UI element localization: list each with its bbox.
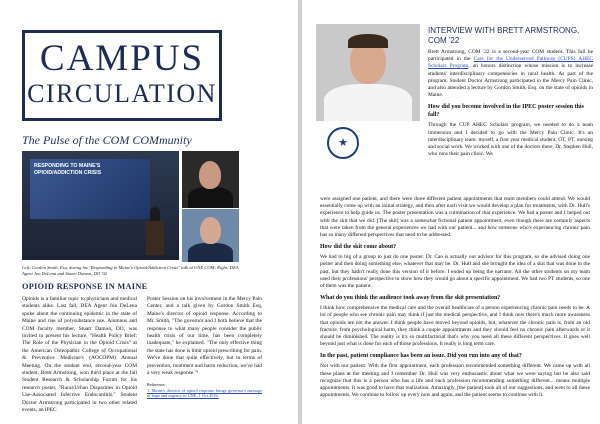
screen-text: RESPONDING TO MAINE'S OPIOID/ADDICTION CRISIS [34,163,102,176]
reference-link[interactable]: 1. Maine's director of opioid response brings governor's message of hope and urgency to UNE. 1 Oct 2019. [147,387,262,398]
answer-1-rest: were assigned one patient, and there were three different patient appointments that team members could attend. We would essentially come up with an initial strategy, and then after each visit we would develop a plan for treatments, with Dr. Hull's experience to help guide us. The poster presentation was a culmination of that experience. We had a poster and I helped out with the skit that we did. [The skit] was a somewhat fictional patient appointment, even though there are certainly aspects that were taken from the general experiences we had with our patient... and how someone who's experiencing chronic pain has so many different perspectives that need to be addressed. [320,196,590,239]
question-4: In the past, patient compliance has been an issue. Did you run into any of that? [320,353,522,360]
answer-1-top: Through the CUP AHEC Scholars program, we needed to do a team immersion and I decided to go with the Mercy Pain Clinic. It's an interdisciplinary team: myself, a first year medical student, OT, PT, nursing and social work. We worked with one of the doctors there, Dr. Stephen Hull, who runs their pain clinic. We [428,122,593,158]
newsletter-page-1 [0,0,298,424]
une-seal-icon: ★ [327,127,359,159]
masthead-circulation: CIRCULATION [27,79,217,108]
masthead-campus: CAMPUS [39,38,205,79]
answer-3: I think how comprehensive the medical care and the overall healthcare of a person experiencing chronic pain needs to be. A lot of people who see chronic pain may think if just the medical perspective, and I think now there's much more awareness that opioids are not the answer. I think people have moved beyond opioids, but, whatever the chronic pain is, from an old fracture, from psychological harm, they think a couple appointments and they should feel no chronic pain afterwards or it should be diminished. The reality is it's so multifactorial that's why you need all these different perspectives. It goes well beyond just what is done for each of those professions. It really is long term care. [320,305,590,348]
lecture-photo [22,151,179,260]
article-column-2-text: Poster Session on his involvement in the Mercy Pain Center, and a talk given by Gordon Smith Esq, Maine's director of opioid response. According to Mr. Smith, "The governor and I both believe that the response to what many people consider the public health crisis of our time, has been completely inadequate," he explained. "The only effective thing the state has done is limit opioid prescribing for pain. We've done that quite effectively, but in terms of prevention, treatment and harm reduction, we've had a very weak response."¹ [147,296,262,377]
interview-intro: Brett Armstrong, COM '22 is a second-year COM student. This fall he participated in the Care for the Underserved Pathway (CUPS) AHEC Scholars Program, an honors distinction whose mission is to increase students' interdisciplinary competencies in rural health. As part of the program, Student Doctor Armstrong participated in the Mercy Pain Clinic, and also attended a lecture by Gordon Smith, Esq. on the state of opioids in Maine. [428,49,593,99]
article-column-2 [147,296,262,398]
reference-label: Reference: [147,382,166,388]
interview-title: INTERVIEW WITH BRETT ARMSTRONG, COM '22 [428,26,580,45]
tagline: The Pulse of the COM COMmunity [22,133,192,147]
answer-2: We had to big of a group to just do one poster. Dr. Cao is actually our advisor for this program, so she advised doing one poster and then doing something else, whatever that may be. Dr. Hull and she brought the idea of a skit that was done in the past, but they hadn't really done this version of it before. I ended up being the narrator. All the other students on my team used their professions' perspective to show how they would go about a specific appointment. We had two PT students, so one of them was the patient. [320,254,590,290]
interview-top [428,26,593,158]
question-3: What do you think the audience took away from the skit presentation? [320,295,501,302]
newsletter-page-2 [302,0,600,424]
article-heading: OPIOID RESPONSE IN MAINE [22,282,148,291]
reference [147,382,262,398]
armstrong-portrait [316,24,420,121]
answer-4: Not with our patient. With the first appointment, each profession recommended something different. We came up with all these plans at the meeting and I remember Dr. Hull was very enthusiastic about what we were saying but he also said recognize that this is a person who has a life and each profession recommending something different... means multiple appointments. It was good to have that realization. Amazingly, [the patient] took all of our suggestions, and went to all these appointments. We continue to follow up every now and again, and the patient seems to continue with it. [320,363,590,399]
photo-caption: Left: Gordon Smith, Esq. during his "Responding to Maine's Opioid/Addiction Crisis" talk at UNE COM; Right: DEA Agent Jon DeLena and Stuart Damon, DO '02 [22,265,239,276]
delena-photo [182,151,239,208]
podium [146,221,164,255]
damon-photo [182,209,239,262]
masthead [22,30,222,121]
question-2: How did the skit come about? [320,244,397,251]
cups-link[interactable]: Care for the Underserved Pathway (CUPS) AHEC Scholars Program [428,56,593,70]
question-1: How did you become involved in the IPEC poster session this fall? [428,104,584,119]
article-column-1: Opioids is a familiar topic to physicians and medical students alike. Last fall, DEA Agent Jon DeLena spoke about the continuing epidemic in the state of Maine and rise of polysubstance use. Alumnus and COM faculty member, Stuart Damon, DO, was invited to present his lecture, "Health Policy Brief: The Role of the Physician in the Opioid Crisis" at the American Osteopathic College of Occupational & Preventive Medicine's (AOCOPM) Annual Meeting. On the student end, second-year COM student, Brett Armstrong, won third place at the fall Student Research & Scholarship Forum for his research poster, "Rural/Urban Disparities in Opioid Use-Associated Infective Endocarditis." Student Doctor Armstrong participated in two other related events, an IPEC [22,296,137,414]
interview-body [320,193,590,399]
